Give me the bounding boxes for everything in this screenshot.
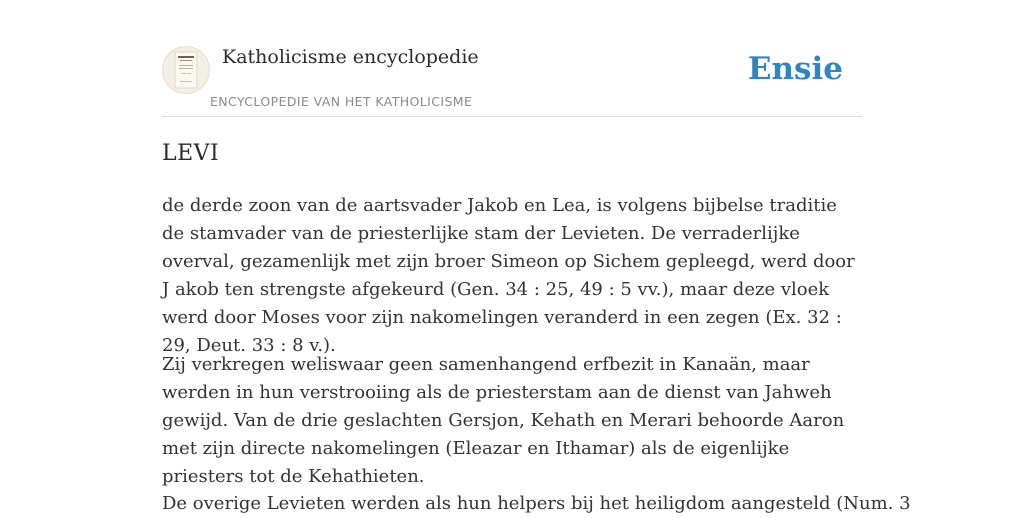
site-title[interactable]: Katholicisme encyclopedie — [222, 46, 479, 68]
ensie-brand-link[interactable]: Ensie — [747, 51, 843, 87]
site-header — [162, 0, 862, 117]
article-paragraph: Zij verkregen weliswaar geen samenhangend erfbezit in Kanaän, maar werden in hun verstrooiing als de priesterstam aan de dienst van Jahweh gewijd. Van de drie geslachten Gersjon, Kehath en Merari behoorde Aaron met zijn directe nakomelingen (Eleazar en Ithamar) als de eigenlijke priesters tot de Kehathieten. — [162, 354, 845, 487]
book-cover-icon[interactable] — [162, 46, 210, 94]
site-subtitle: ENCYCLOPEDIE VAN HET KATHOLICISME — [210, 94, 473, 109]
page-container — [162, 0, 911, 514]
article-paragraph: De overige Levieten werden als hun helpers bij het heiligdom aangesteld (Num. 3 — [162, 493, 911, 514]
article-title: LEVI — [162, 141, 220, 166]
article-paragraph: de derde zoon van de aartsvader Jakob en Lea, is volgens bijbelse traditie de stamvader van de priesterlijke stam der Levieten. De verraderlijke overval, gezamenlijk met zijn broer Simeon op Sichem gepleegd, werd door J akob ten strengste afgekeurd (Gen. 34 : 25, 49 : 5 vv.), maar deze vloek werd door Moses voor zijn nakomelingen veranderd in een zegen (Ex. 32 : 29, Deut. 33 : 8 v.). — [162, 195, 855, 356]
